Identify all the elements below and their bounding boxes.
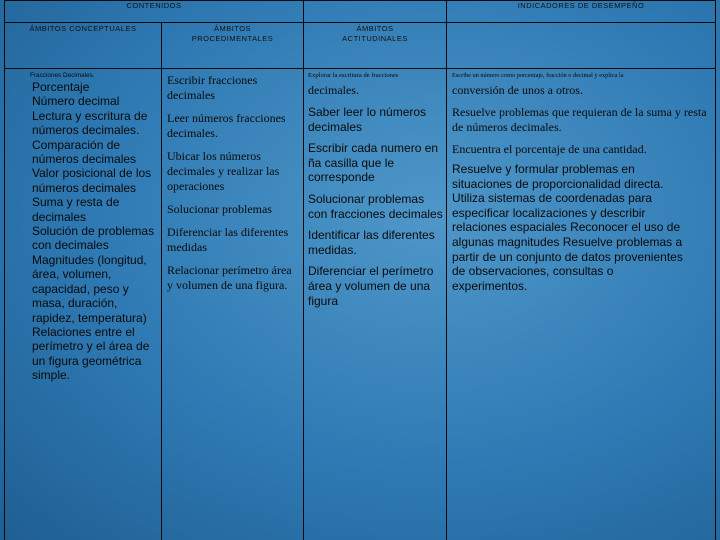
actitudinales-item: Escribir cada numero en ña casilla que le corresponde: [308, 141, 439, 185]
procedimentales-item: Escribir fracciones decimales: [167, 73, 258, 102]
conceptuales-item: Suma y resta de decimales: [32, 195, 120, 224]
header-contenidos: CONTENIDOS: [126, 1, 182, 10]
header-procedimentales-line2: PROCEDIMENTALES: [191, 34, 274, 43]
actitudinales-item: Identificar las diferentes medidas.: [308, 228, 435, 257]
indicadores-paragraph: Resuelve y formular problemas en situaciones de proporcionalidad directa. Utiliza sistemas de coordenadas para especificar localizaciones y describir relaciones espaciales Reconocer el uso de algunas magnitudes Resuelve problemas a partir de un conjunto de datos provenientes de observaciones, consultas o experimentos.: [452, 162, 683, 293]
indicadores-first-big: conversión de unos a otros.: [452, 83, 583, 97]
actitudinales-item: Diferenciar el perímetro área y volumen de una figura: [308, 264, 434, 308]
conceptuales-title: Fracciones Decimales.: [30, 72, 95, 79]
conceptuales-item: Lectura y escritura de números decimales.: [32, 108, 148, 138]
header-indicadores: INDICADORES DE DESEMPEÑO: [517, 1, 645, 10]
conceptuales-column: [32, 72, 158, 383]
actitudinales-first-small: Explorar la escritura de fracciones: [308, 72, 399, 79]
header-procedimentales: [162, 24, 303, 44]
conceptuales-item: Porcentaje: [32, 80, 90, 94]
header-procedimentales-line1: ÁMBITOS: [213, 24, 252, 33]
actitudinales-item: Solucionar problemas con fracciones decimales: [308, 191, 443, 221]
conceptuales-item: Solución de problemas con decimales: [32, 224, 155, 253]
conceptuales-item: Valor posicional de los números decimales: [32, 166, 152, 195]
conceptuales-item: Relaciones entre el perímetro y el área de un figura geométrica simple.: [32, 324, 150, 383]
procedimentales-column: [167, 73, 300, 293]
procedimentales-item: Diferenciar las diferentes medidas: [167, 225, 289, 254]
indicadores-column: [452, 72, 714, 293]
indicadores-item: Encuentra el porcentaje de una cantidad.: [452, 142, 647, 156]
conceptuales-item: Número decimal: [32, 94, 120, 109]
procedimentales-item: Solucionar problemas: [167, 202, 272, 216]
header-actitudinales-line2: ACTITUDINALES: [342, 34, 408, 43]
actitudinales-first-big: decimales.: [308, 83, 359, 97]
header-actitudinales: [304, 24, 446, 44]
actitudinales-item: Saber leer lo números decimales: [308, 105, 427, 134]
conceptuales-item: Magnitudes (longitud, área, volumen, capacidad, peso y masa, duración, rapidez, temperatura): [32, 252, 147, 325]
procedimentales-item: Ubicar los números decimales y realizar las operaciones: [167, 149, 280, 193]
procedimentales-item: Relacionar perímetro área y volumen de una figura.: [167, 263, 292, 292]
indicadores-first-small: Escribe un número como porcentaje, fracción o decimal y explica la: [452, 72, 624, 79]
header-conceptuales: ÁMBITOS CONCEPTUALES: [29, 24, 137, 33]
procedimentales-item: Leer números fracciones decimales.: [167, 111, 286, 140]
actitudinales-column: [308, 72, 444, 308]
header-actitudinales-line1: ÁMBITOS: [356, 24, 394, 33]
conceptuales-item: Comparación de números decimales: [32, 137, 137, 167]
indicadores-item: Resuelve problemas que requieran de la suma y resta de números decimales.: [452, 105, 707, 134]
